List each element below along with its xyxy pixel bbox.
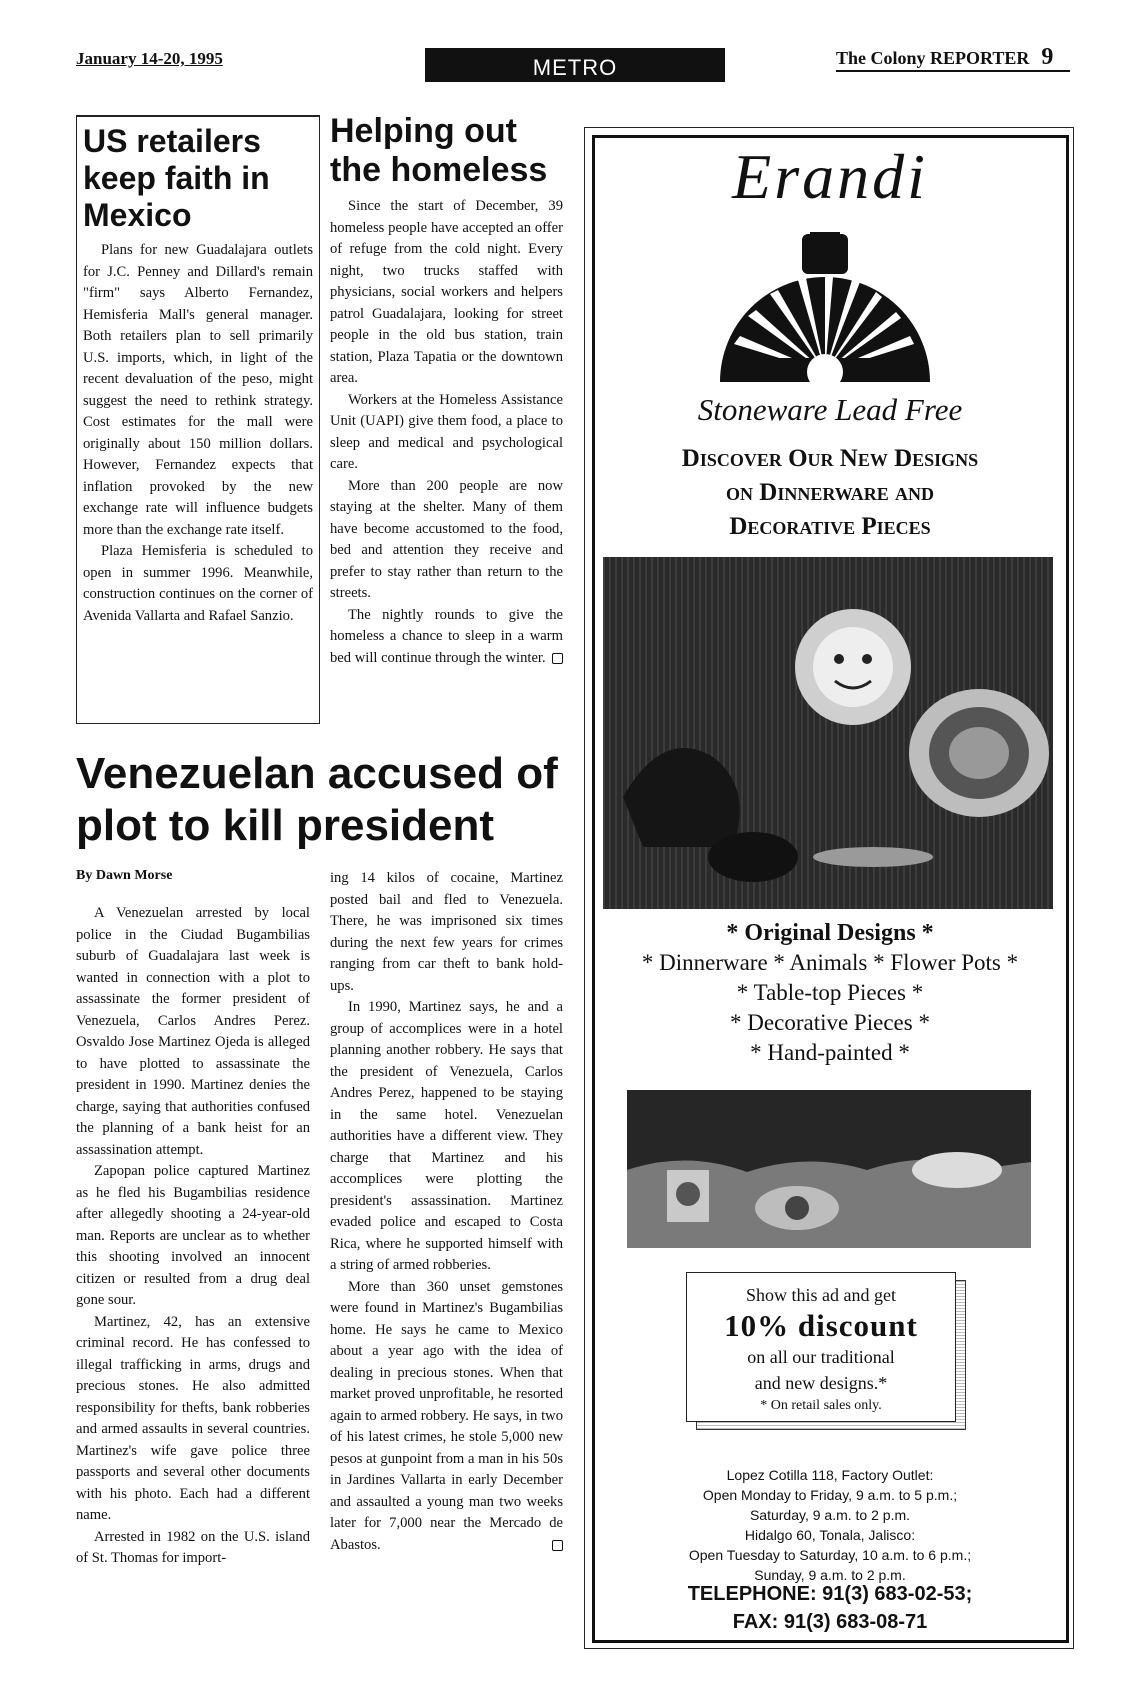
telephone: TELEPHONE: 91(3) 683-02-53; xyxy=(687,1583,973,1605)
features-list xyxy=(600,918,1060,1068)
feature-item: * Table-top Pieces * xyxy=(736,980,924,1005)
article-headline: Helping out the homeless xyxy=(330,112,548,189)
paragraph xyxy=(330,605,563,670)
paragraph: Martinez, 42, has an extensive criminal record. He has confessed to illegal trafficking in arms, drugs and precious stones. He also admitted responsibility for thefts, bank robberies and armed assaults in several countries. Martinez's wife gave police three passports and several other documents with his photo. Each had a different name. xyxy=(76,1313,310,1523)
contact-line: Hidalgo 60, Tonala, Jalisco: xyxy=(744,1527,916,1543)
discount-coupon xyxy=(686,1272,956,1422)
feature-item: * Hand-painted * xyxy=(750,1040,910,1065)
page-number: 9 xyxy=(1041,44,1054,70)
paragraph: Zapopan police captured Martinez as he fled his Bugambilias residence after allegedly shooting a 24-year-old man. Reports are unclear as to whether this shooting involved an innocent citizen or resulted from a drug deal gone sour. xyxy=(76,1163,310,1308)
article-column-1 xyxy=(76,903,310,1570)
paper-title: The Colony REPORTER xyxy=(836,48,1030,68)
feature-item: * Original Designs * xyxy=(726,920,934,946)
article-body xyxy=(83,240,313,627)
contact-line: Saturday, 9 a.m. to 2 p.m. xyxy=(749,1507,911,1523)
article-headline: US retailers keep faith in Mexico xyxy=(83,123,270,233)
pottery-photo xyxy=(603,557,1053,909)
contact-line: Lopez Cotilla 118, Factory Outlet: xyxy=(726,1467,934,1483)
paragraph xyxy=(330,1277,563,1557)
coupon-note: * On retail sales only. xyxy=(760,1398,882,1413)
article-homeless xyxy=(330,112,563,669)
article-us-retailers xyxy=(76,115,320,724)
header-rule xyxy=(836,70,1070,72)
paper-name xyxy=(836,44,1053,71)
tagline: Stoneware Lead Free xyxy=(697,392,963,427)
paragraph: In 1990, Martinez says, he and a group of accomplices were in a hotel planning another robbery. He says that the president of Venezuela, Carlos Andres Perez, happened to be staying in the same hotel. Venezuelan authorities have a different view. They charge that Martinez and his accomplices were plotting the president's assassination. Martinez evaded police and escaped to Costa Rica, where he supported himself with a string of armed robberies. xyxy=(330,999,563,1273)
issue-date: January 14-20, 1995 xyxy=(76,49,223,68)
coupon-discount: 10% discount xyxy=(724,1308,918,1343)
feature-item: * Decorative Pieces * xyxy=(730,1010,930,1035)
discover-line: Discover Our New Designs xyxy=(681,445,979,472)
discover-line: on Dinnerware and xyxy=(726,479,934,506)
discover-line: Decorative Pieces xyxy=(729,513,931,540)
store-hours xyxy=(600,1465,1060,1585)
section-banner: METRO xyxy=(425,48,725,82)
paragraph: ing 14 kilos of cocaine, Martinez posted bail and fled to Venezuela. There, he was imprisoned six times during the next few years for crimes ranging from car theft to bank hold-ups. xyxy=(330,870,563,994)
contact-line: Sunday, 9 a.m. to 2 p.m. xyxy=(754,1567,906,1583)
article-body xyxy=(330,196,563,669)
paragraph: More than 200 people are now staying at the shelter. Many of them have become accustomed to the food, bed and attention they receive and prefer to stay rather than return to the streets. xyxy=(330,477,563,601)
fax: FAX: 91(3) 683-08-71 xyxy=(732,1611,928,1633)
byline: By Dawn Morse xyxy=(76,868,173,883)
paragraph: Since the start of December, 39 homeless people have accepted an offer of refuge from the cold night. Every night, two trucks staffed with physicians, social workers and helpers patrol Guadalajara, looking for street people in the old bus station, train station, Plaza Tapatia or the downtown area. xyxy=(330,198,563,386)
discover-heading xyxy=(600,442,1060,544)
end-of-story-icon xyxy=(552,1540,563,1551)
paragraph: Arrested in 1982 on the U.S. island of St. Thomas for import- xyxy=(76,1528,310,1566)
paragraph-text: The nightly rounds to give the homeless a chance to sleep in a warm bed will continue through the winter. xyxy=(330,606,563,666)
paragraph: Workers at the Homeless Assistance Unit (UAPI) give them food, a place to sleep and medical and psychological care. xyxy=(330,391,563,472)
paragraph: A Venezuelan arrested by local police in the Ciudad Bugambilias suburb of Guadalajara last week is wanted in connection with a plot to assassinate the former president of Venezuela, Carlos Andres Perez. Osvaldo Jose Martinez Ojeda is alleged to have plotted to assassinate the president in 1990. Martinez denies the charge, saying that authorities confused the planning of a bank heist for an assassination attempt. xyxy=(76,905,310,1158)
contact-line: Open Monday to Friday, 9 a.m. to 5 p.m.; xyxy=(702,1487,958,1503)
coupon-line: on all our traditional xyxy=(747,1347,895,1367)
end-of-story-icon xyxy=(552,653,563,664)
sunburst-pottery-logo-icon xyxy=(710,232,940,390)
feature-item: * Dinnerware * Animals * Flower Pots * xyxy=(641,950,1019,975)
coupon-line: and new designs.* xyxy=(754,1373,888,1393)
article-column-2 xyxy=(330,868,563,1556)
contact-line: Open Tuesday to Saturday, 10 a.m. to 6 p.m.; xyxy=(688,1547,972,1563)
article-headline-venezuelan: Venezuelan accused of plot to kill president xyxy=(76,749,558,850)
coupon-line: Show this ad and get xyxy=(746,1285,896,1305)
paragraph-text: More than 360 unset gemstones were found in Martinez's Bugambilias home. He says he came to Mexico about a year ago with the idea of dealing in precious stones. When that market proved unprofitable, he resorted again to armed robbery. He says, in two of his latest crimes, he stole 5,000 new pesos at gunpoint from a man in his 50s in Jardines Vallarta in early December and assaulted a young man two weeks later for 7,000 near the Mercado de Abastos. xyxy=(330,1278,563,1553)
dinnerware-photo xyxy=(627,1090,1031,1248)
phone-block xyxy=(600,1580,1060,1636)
paragraph: Plans for new Guadalajara outlets for J.C. Penney and Dillard's remain "firm" says Alberto Fernandez, Hemisferia Mall's general manager. Both retailers plan to sell primarily U.S. imports, which, in light of the recent devaluation of the peso, might suggest the need to rethink strategy. Cost estimates for the mall were originally about 150 million dollars. However, Fernandez expects that inflation provoked by the new exchange rate will influence budgets more than the exchange rate itself. xyxy=(83,242,313,538)
brand-logotype: Erandi xyxy=(732,141,928,212)
paragraph: Plaza Hemisferia is scheduled to open in summer 1996. Meanwhile, construction continues on the corner of Avenida Vallarta and Rafael Sanzio. xyxy=(83,543,313,624)
